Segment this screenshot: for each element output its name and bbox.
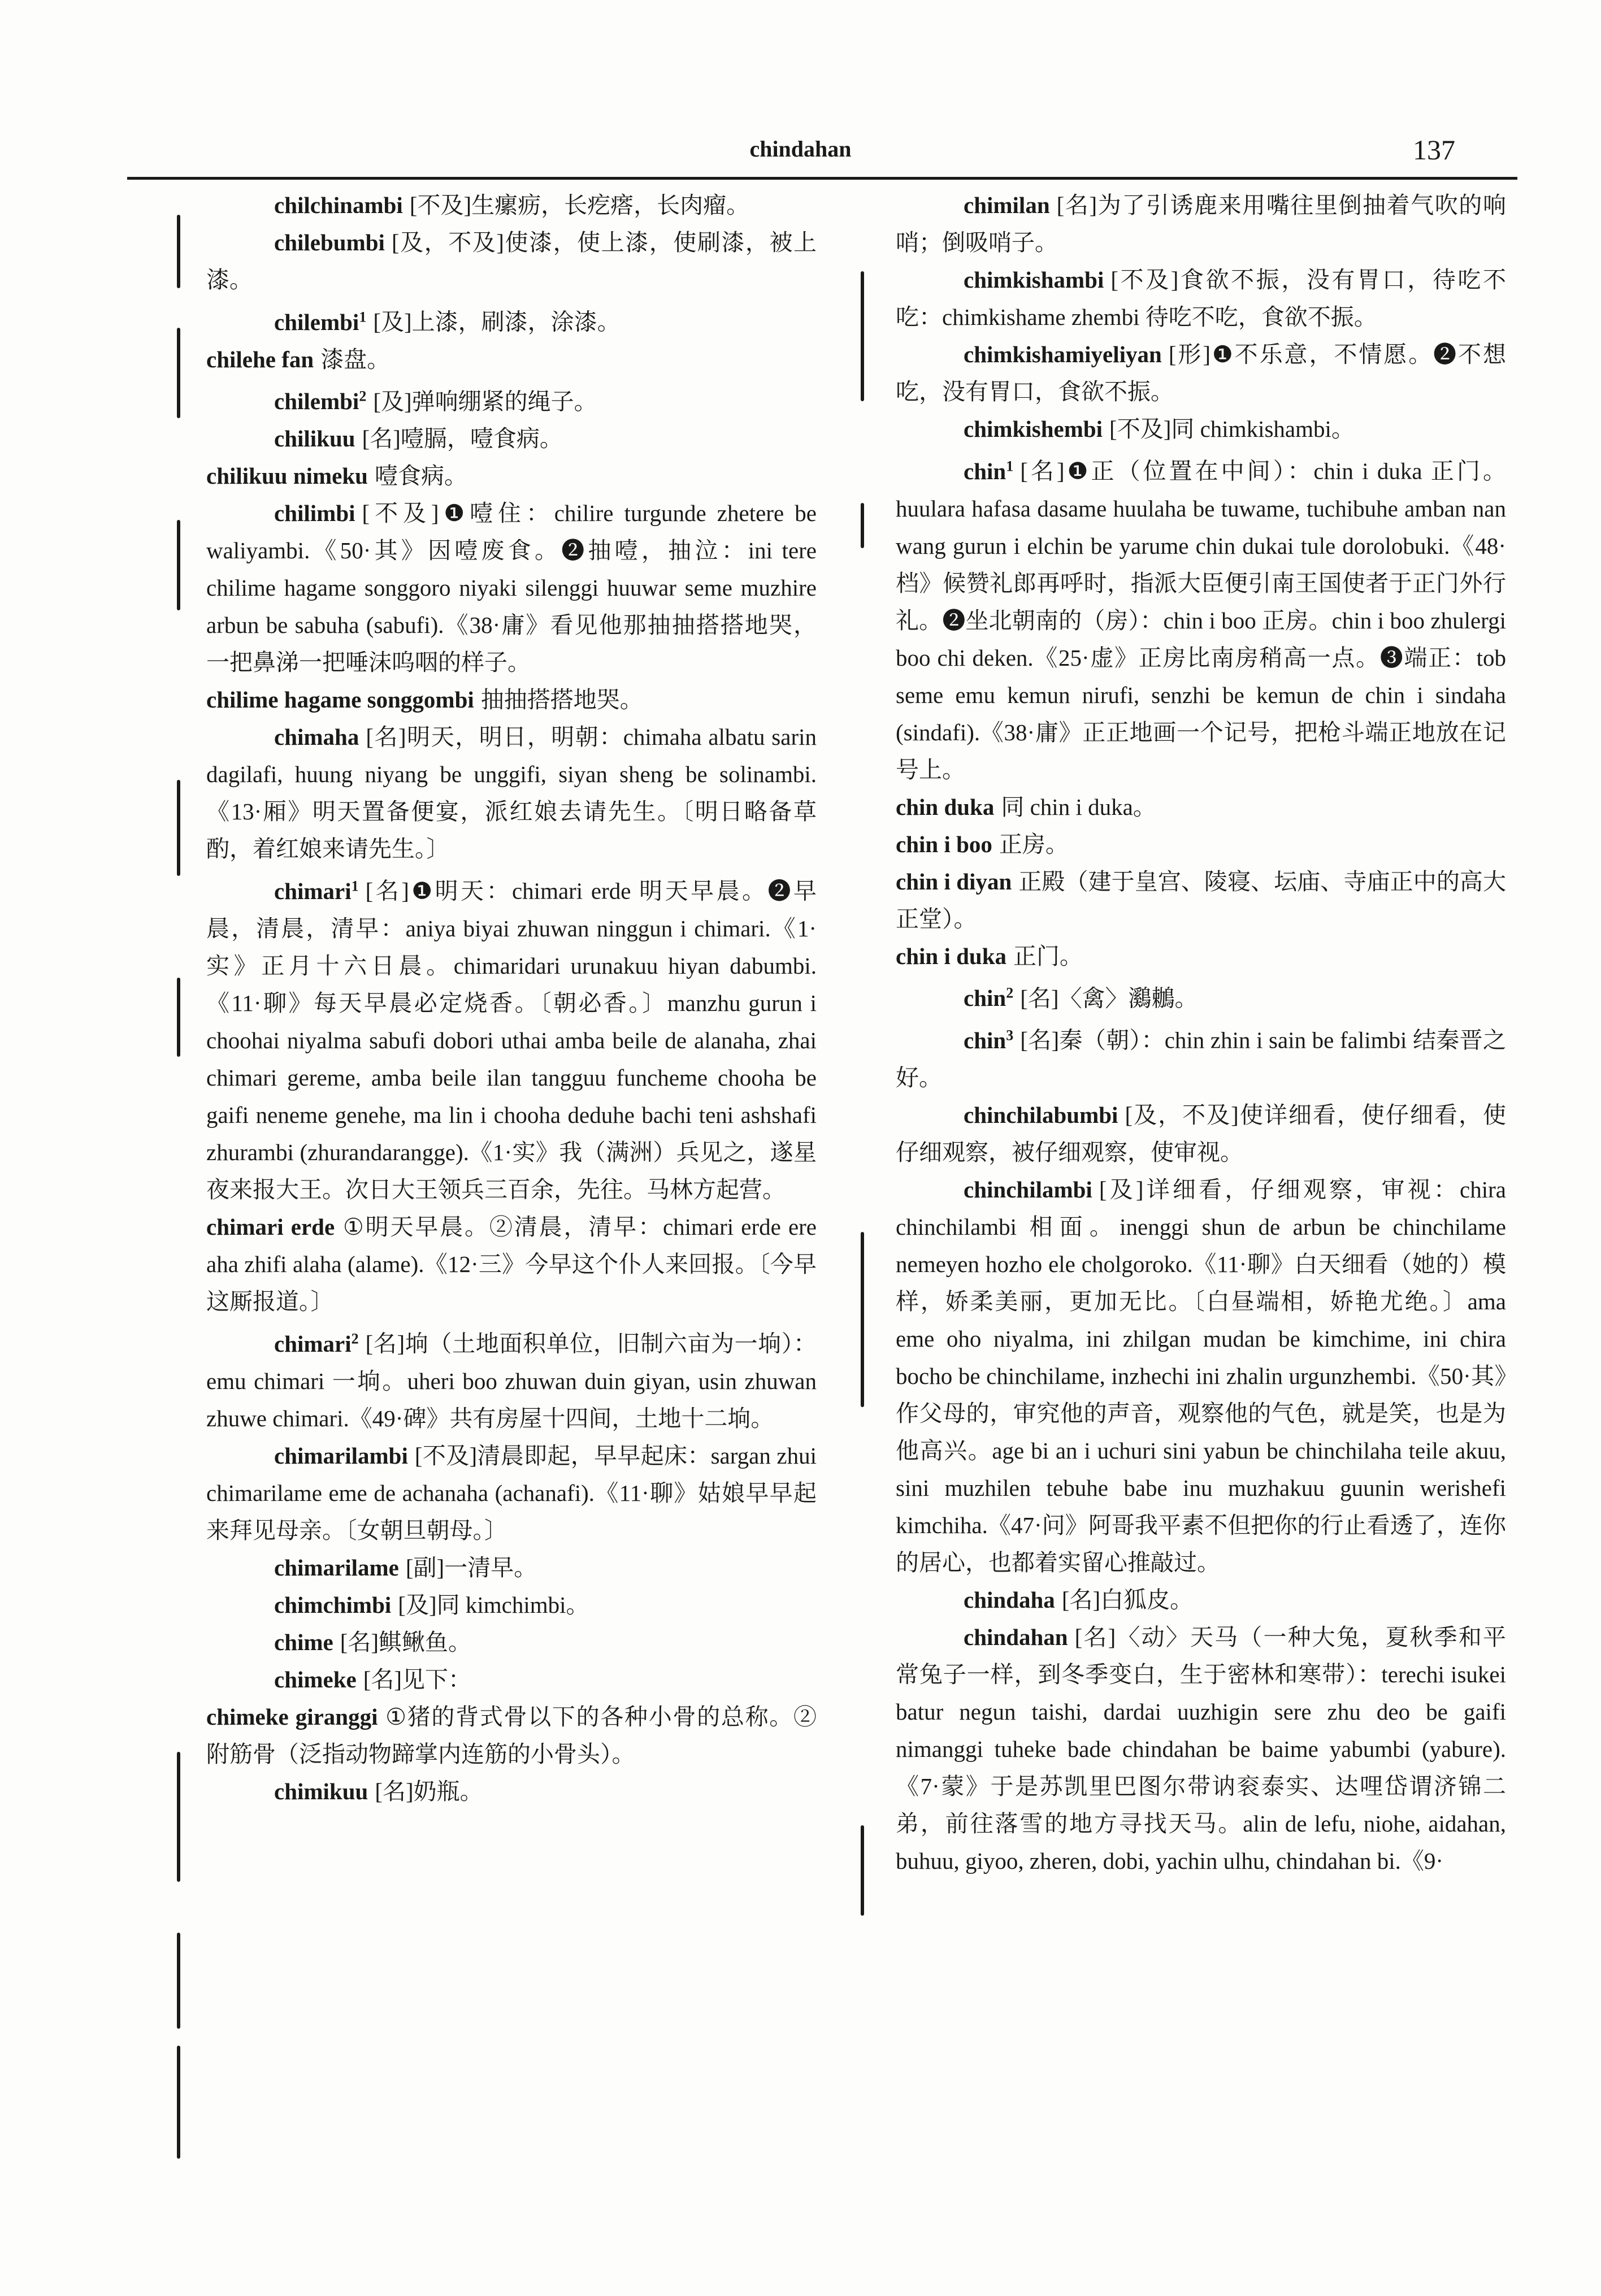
definition: [及]弹响绷紧的绳子。 [373,388,597,415]
homonym-number: 3 [1006,1027,1014,1044]
mongolian-script-glyph [164,328,193,418]
dictionary-entry [206,1624,817,1661]
dictionary-entry [206,1661,817,1698]
mongolian-script-glyph [164,215,193,288]
definition: [名]〈禽〉鸂鶒。 [1020,985,1198,1012]
definition: [名]垧（土地面积单位，旧制六亩为一垧）：emu chimari 一垧。uheri boo zhuwan duin giyan, usin zhuwan zhuwe chimari.《49·碑》共有房屋十四间，土地十二垧。 [206,1330,817,1431]
headword: chimari$^2$ [274,1330,359,1357]
definition: [及，不及]使漆，使上漆，使刷漆，被上漆。 [206,229,817,293]
dictionary-entry [896,448,1506,788]
homonym-number: 1 [359,309,367,325]
headword: chinchilabumbi [964,1101,1118,1128]
dictionary-entry [206,1586,817,1624]
headword: chimeke giranggi [206,1703,378,1730]
dictionary-entry [896,1618,1506,1880]
definition: [不及]❶噎住：chilire turgunde zhetere be waliyambi.《50·其》因噎废食。❷抽噎，抽泣：ini tere chilime hagame songgoro niyaki silenggi huuwar seme muzhire arbun be sabuha (sabufi).《38·庸》看见他那抽抽搭搭地哭，一把鼻涕一把唾沫呜咽的样子。 [206,500,817,676]
homonym-number: 2 [359,388,367,405]
definition: [及]上漆，刷漆，涂漆。 [373,309,621,335]
dictionary-entry [206,341,817,378]
headword: chindahan [964,1624,1068,1650]
dictionary-entry [896,1581,1506,1618]
mongolian-script-glyph [164,520,193,610]
definition: [名]见下： [363,1666,472,1692]
definition: [名]白狐皮。 [1061,1586,1194,1613]
definition: [名]奶瓶。 [375,1778,483,1804]
definition: [名]秦（朝）：chin zhin i sain be falimbi 结秦晋之好。 [896,1027,1506,1091]
headword: chilikuu [274,426,355,452]
headword: chimarilambi [274,1442,408,1469]
mongolian-script-glyph [848,1825,877,1916]
definition: [及，不及]使详细看，使仔细看，使仔细观察，被仔细观察，使审视。 [896,1101,1506,1165]
definition: 抽抽搭搭地哭。 [480,687,643,713]
headword: chilehe fan [206,346,314,372]
dictionary-entry [896,1096,1506,1171]
headword: chimkishambi [964,267,1104,293]
headword: chin$^1$ [964,458,1014,484]
running-head: chindahan [749,136,852,162]
definition: [名]〈动〉天马（一种大兔，夏秋季和平常兔子一样，到冬季变白，生于密林和寒带）：terechi isukei batur negun taishi, dardai uuzhigin sere zhu deo be gaifi nimanggi tuheke bade chindahan be baime yabumbi (yabure).《7·蒙》于是苏凯里巴图尔带讷衮泰实、达哩岱谓济锦二弟，前往落雪的地方寻找天马。alin de lefu, niohe, aidahan, buhuu, giyoo, zheren, dobi, yachin ulhu, chindahan bi.《9· [896,1624,1506,1874]
mongolian-script-glyph [164,2046,193,2159]
dictionary-entry [206,494,817,681]
mongolian-script-glyph [848,1288,877,1407]
dictionary-entry [896,336,1506,410]
dictionary-entry [206,867,817,1208]
dictionary-entry [206,1320,817,1437]
headword: chilchinambi [274,192,403,218]
definition: [名]❶明天：chimari erde 明天早晨。❷早晨，清晨，清早：aniya biyai zhuwan ninggun i chimari.《1·实》正月十六日晨。chimaridari urunakuu hiyan dabumbi.《11·聊》每天早晨必定烧香。〔朝必香。〕manzhu gurun i choohai niyalma sabufi dobori uthai amba beile de alanaha, zhai chimari gereme, amba beile ilan tangguu funcheme chooha be gaifi neneme genehe, ma lin i chooha deduhe bachi teni ashshafi zhurambi (zhurandarangge).《1·实》我（满洲）兵见之，遂星夜来报大王。次日大王领兵三百余，先往。马林方起营。 [206,878,817,1203]
definition: [名]为了引诱鹿来用嘴往里倒抽着气吹的响哨；倒吸哨子。 [896,192,1506,255]
headword: chimarilame [274,1554,399,1581]
headword: chimikuu [274,1778,368,1804]
headword: chimaha [274,724,359,750]
dictionary-entry [206,718,817,867]
definition: [名]明天，明日，明朝：chimaha albatu sarin dagilafi, huung niyang be unggifi, siyan sheng be solinambi.《13·厢》明天置备便宴，派红娘去请先生。〔明日略备草酌，着红娘来请先生。〕 [206,724,817,862]
dictionary-entry [206,1773,817,1810]
dictionary-entry [206,224,817,298]
dictionary-entry [206,681,817,718]
definition: 正门。 [1013,943,1083,969]
mongolian-script-glyph [164,978,193,1057]
page-number: 137 [1413,134,1455,166]
dictionary-entry [896,186,1506,261]
headword: chimari$^1$ [274,878,359,904]
definition: [不及]生瘰疬，长疙瘩，长肉瘤。 [409,192,750,218]
definition: [名]❶正（位置在中间）：chin i duka 正门。huulara hafasa dasame huulaha be tuwame, tuchibuhe amban nan wang gurun i elchin be yarume chin dukai tule dorolobuki.《48·档》候赞礼郎再呼时，指派大臣便引南王国使者于正门外行礼。❷坐北朝南的（房）：chin i boo 正房。chin i boo zhulergi boo chi deken.《25·虚》正房比南房稍高一点。❸端正：tob seme emu kemun nirufi, senzhi be kemun de chin i sindaha (sindafi).《38·庸》正正地画一个记号，把枪斗端正地放在记号上。 [896,458,1506,783]
dictionary-entry [896,975,1506,1017]
headword: chimkishamiyeliyan [964,341,1162,367]
headword: chilembi$^1$ [274,309,367,335]
dictionary-entry [206,1549,817,1586]
header-rule [127,177,1517,180]
homonym-number: 1 [1006,458,1014,474]
definition: 噎食病。 [374,463,467,489]
headword: chin i boo [896,831,992,857]
dictionary-entry [896,788,1506,826]
dictionary-entry [206,1437,817,1549]
definition: [及]同 kimchimbi。 [398,1591,589,1618]
headword: chin duka [896,793,995,820]
definition: 正殿（建于皇宫、陵寝、坛庙、寺庙正中的高大正堂）。 [896,868,1506,932]
headword: chin i diyan [896,868,1012,895]
headword: chilimbi [274,500,355,527]
dictionary-entry [206,1208,817,1320]
definition: [副]一清早。 [405,1554,537,1581]
definition: 正房。 [999,831,1069,857]
mongolian-script-glyph [848,271,877,401]
definition: 同 chin i duka。 [1001,793,1156,820]
headword: chime [274,1629,333,1655]
definition: [不及]食欲不振，没有胃口，待吃不吃：chimkishame zhembi 待吃不吃，食欲不振。 [896,267,1506,330]
headword: chimchimbi [274,1591,392,1618]
dictionary-entry [896,938,1506,975]
dictionary-entry [206,1698,817,1773]
definition: ①明天早晨。②清晨，清早：chimari erde ere aha zhifi alaha (alame).《12·三》今早这个仆人来回报。〔今早这厮报道。〕 [206,1213,817,1314]
homonym-number: 1 [351,878,359,895]
headword: chinchilambi [964,1176,1092,1203]
dictionary-entry [206,420,817,457]
headword: chilebumbi [274,229,385,255]
dictionary-entry [896,1017,1506,1096]
headword: chimilan [964,192,1050,218]
dictionary-entry [896,826,1506,863]
dictionary-entry [896,863,1506,938]
headword: chin$^2$ [964,984,1014,1012]
headword: chilikuu nimeku [206,463,368,489]
headword: chimari erde [206,1213,335,1240]
dictionary-entry [206,186,817,224]
dictionary-entry [896,1171,1506,1581]
dictionary-entry [896,261,1506,336]
mongolian-script-glyph [164,1933,193,2029]
headword: chindaha [964,1586,1055,1613]
mongolian-script-glyph [848,503,877,548]
definition: [名]噎膈，噎食病。 [362,426,563,452]
definition: [名]鲯鳅鱼。 [340,1629,472,1655]
headword: chilime hagame songgombi [206,687,474,713]
headword: chimkishembi [964,416,1103,442]
headword: chimeke [274,1666,357,1692]
dictionary-entry [206,457,817,494]
dictionary-entry [206,298,817,341]
definition: [不及]同 chimkishambi。 [1109,416,1355,442]
dictionary-entry [206,378,817,420]
mongolian-script-glyph [164,780,193,876]
definition: 漆盘。 [320,346,391,372]
definition: ①猪的背式骨以下的各种小骨的总称。②附筋骨（泛指动物蹄掌内连筋的小骨头）。 [206,1703,817,1767]
dictionary-entry [896,410,1506,448]
definition: [不及]清晨即起，早早起床：sargan zhui chimarilame eme de achanaha (achanafi).《11·聊》姑娘早早起来拜见母亲。〔女朝旦朝母。〕 [206,1442,817,1543]
homonym-number: 2 [351,1330,359,1347]
right-column [896,186,1506,1880]
headword: chin i duka [896,943,1006,969]
headword: chilembi$^2$ [274,388,367,415]
left-column [206,186,817,1810]
homonym-number: 2 [1006,984,1014,1001]
definition: [及]详细看，仔细观察，审视：chira chinchilambi 相面。inenggi shun de arbun be chinchilame nemeyen hozho ele cholgoroko.《11·聊》白天细看（她的）模样，娇柔美丽，更加无比。〔白昼端相，娇艳尤绝。〕ama eme oho niyalma, ini zhilgan mudan be kimchime, ini chira bocho be chinchilame, inzhechi ini zhalin urgunzhembi.《50·其》作父母的，审究他的声音，观察他的气色，就是笑，也是为他高兴。age bi an i uchuri sini yabun be chinchilaha teile akuu, sini muzhilen tebuhe babe inu muzhakuu guunin werishefi kimchiha.《47·问》阿哥我平素不但把你的行止看透了，连你的居心，也都着实留心推敲过。 [896,1176,1506,1575]
mongolian-script-glyph [164,1752,193,1882]
headword: chin$^3$ [964,1027,1014,1053]
definition: [形]❶不乐意，不情愿。❷不想吃，没有胃口，食欲不振。 [896,341,1506,405]
